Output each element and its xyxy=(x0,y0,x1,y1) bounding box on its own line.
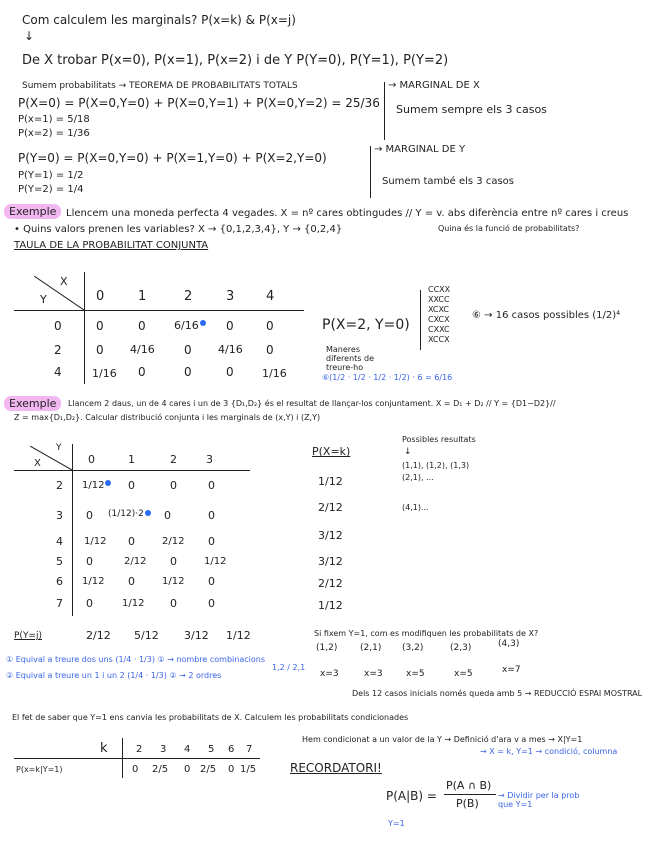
t1-r1-c2: 0 xyxy=(184,343,192,357)
cond-k-2: 4 xyxy=(184,744,191,755)
t1-r2-c4: 1/16 xyxy=(262,367,287,380)
t2-r0-c1: 0 xyxy=(128,479,135,492)
way-3: CXCX xyxy=(428,315,450,324)
t2-r4-c1: 0 xyxy=(128,575,135,588)
note-1: ① Equival a treure dos uns (1/4 · 1/3) ① → nombre combinacions xyxy=(6,655,265,664)
blue-dot-1 xyxy=(105,480,111,486)
t1-col-2: 2 xyxy=(184,289,193,304)
t2-row1-x: 3 xyxy=(56,509,63,522)
ways-note: Maneres diferents de treure-ho xyxy=(326,345,374,372)
t1-r0-c0: 0 xyxy=(96,319,104,333)
note-2-sub: 1,2 / 2,1 xyxy=(272,663,306,672)
table2-corner-y: Y xyxy=(56,443,62,453)
t1-col-1: 1 xyxy=(138,289,147,304)
t1-r0-c4: 0 xyxy=(266,319,274,333)
py-3: 1/12 xyxy=(226,629,251,642)
possible-arrow: ↓ xyxy=(404,447,412,457)
marg-x-eq0: P(X=0) = P(X=0,Y=0) + P(X=0,Y=1) + P(X=0,Y=2) = 25/36 xyxy=(18,96,380,110)
pair-0: (1,2) xyxy=(316,643,338,653)
marg-y-note: Sumem també els 3 casos xyxy=(382,176,514,187)
px-3: 3/12 xyxy=(318,555,343,568)
example-1-text: Llencem una moneda perfecta 4 vegades. X = nº cares obtingudes // Y = v. abs diferència entre nº cares i creus xyxy=(66,208,629,219)
t2-r2-c3: 0 xyxy=(208,535,215,548)
t2-r4-c2: 1/12 xyxy=(162,576,185,587)
blue-dot-2 xyxy=(145,510,151,516)
cond-v-5: 1/5 xyxy=(240,764,257,775)
formula-num: P(A ∩ B) xyxy=(446,779,492,792)
cond-k-0: 2 xyxy=(136,744,143,755)
table1-vline xyxy=(84,272,85,384)
cond-v-3: 2/5 xyxy=(200,764,217,775)
cond-note: Hem condicionat a un valor de la Y → Definició d'ara v a mes → X|Y=1 xyxy=(302,735,583,744)
t2-row0-x: 2 xyxy=(56,479,63,492)
cond-k-4: 6 xyxy=(228,744,235,755)
t2-r2-c0: 1/12 xyxy=(84,536,107,547)
t2-r4-c3: 0 xyxy=(208,575,215,588)
px-label: P(X=k) xyxy=(312,445,351,458)
t2-r1-c0: 0 xyxy=(86,509,93,522)
formula-note: → Dividir per la prob que Y=1 xyxy=(498,791,580,809)
t2-r1-c2: 0 xyxy=(164,509,171,522)
example-1-bullet: • Quins valors prenen les variables? X → {0,1,2,3,4}, Y → {0,2,4} xyxy=(14,224,343,235)
t2-r0-c2: 0 xyxy=(170,479,177,492)
t2-r5-c3: 0 xyxy=(208,597,215,610)
py-2: 3/12 xyxy=(184,629,209,642)
formula-left: P(A|B) = xyxy=(386,789,437,803)
t1-r1-c4: 0 xyxy=(266,343,274,357)
example-tag-1: Exemple xyxy=(4,204,61,219)
t1-r1-c1: 4/16 xyxy=(130,343,155,356)
possible-label: Possibles resultats xyxy=(402,435,476,444)
table1-hline xyxy=(14,310,304,311)
t1-r2-c3: 0 xyxy=(226,365,234,379)
possible-res1: (1,1), (1,2), (1,3) xyxy=(402,461,470,470)
t2-r4-c0: 1/12 xyxy=(82,576,105,587)
px-1: 2/12 xyxy=(318,501,343,514)
marg-y-label: → MARGINAL DE Y xyxy=(374,144,466,155)
t1-row2-y: 4 xyxy=(54,365,62,379)
recordatori: RECORDATORI! xyxy=(290,761,382,775)
t2-r3-c3: 1/12 xyxy=(204,556,227,567)
px-0: 1/12 xyxy=(318,475,343,488)
table2-hline xyxy=(14,470,250,471)
possible-res3: (4,1)... xyxy=(402,503,429,512)
t2-r5-c0: 0 xyxy=(86,597,93,610)
cond-note-2: → X = k, Y=1 → condició, columna xyxy=(480,747,618,756)
table1-corner-y: Y xyxy=(40,293,47,306)
marg-y-eq1: P(Y=1) = 1/2 xyxy=(18,170,84,181)
t2-col-3: 3 xyxy=(206,453,213,466)
t2-col-2: 2 xyxy=(170,453,177,466)
cond-k-3: 5 xyxy=(208,744,215,755)
t1-row0-y: 0 xyxy=(54,319,62,333)
px-4: 2/12 xyxy=(318,577,343,590)
t2-r0-c0: 1/12 xyxy=(82,480,105,491)
py-label: P(Y=j) xyxy=(14,631,42,641)
cond-v-1: 2/5 xyxy=(152,764,169,775)
t1-r2-c0: 1/16 xyxy=(92,367,117,380)
xs-0: x=3 xyxy=(320,669,339,679)
t1-col-4: 4 xyxy=(266,289,275,304)
brace-y xyxy=(370,146,371,198)
way-1: XXCC xyxy=(428,295,450,304)
ex1-formula: P(X=2, Y=0) xyxy=(322,317,410,333)
t2-col-1: 1 xyxy=(128,453,135,466)
py-0: 2/12 xyxy=(86,629,111,642)
px-2: 3/12 xyxy=(318,529,343,542)
t1-row1-y: 2 xyxy=(54,343,62,357)
cond-v-2: 0 xyxy=(184,764,191,775)
sum-intro: Sumem probabilitats → TEOREMA DE PROBABILITATS TOTALS xyxy=(22,81,298,91)
t2-row3-x: 5 xyxy=(56,555,63,568)
table1-corner-x: X xyxy=(60,275,68,288)
possible-res2: (2,1), ... xyxy=(402,473,434,482)
t2-r5-c2: 0 xyxy=(170,597,177,610)
cond-k-label: k xyxy=(100,741,108,756)
way-4: CXXC xyxy=(428,325,450,334)
pair-2: (3,2) xyxy=(402,643,424,653)
arrow-down: ↓ xyxy=(24,29,35,43)
cond-hline xyxy=(14,758,260,759)
px-5: 1/12 xyxy=(318,599,343,612)
t1-r0-c3: 0 xyxy=(226,319,234,333)
q-y1: Si fixem Y=1, com es modifiquen les probabilitats de X? xyxy=(314,629,539,638)
cond-v-4: 0 xyxy=(228,764,235,775)
t2-r2-c2: 2/12 xyxy=(162,536,185,547)
ex1-cases: ⑥ → 16 casos possibles (1/2)⁴ xyxy=(472,310,621,321)
marg-y-eq0: P(Y=0) = P(X=0,Y=0) + P(X=1,Y=0) + P(X=2,Y=0) xyxy=(18,151,327,165)
way-2: XCXC xyxy=(428,305,449,314)
t1-r2-c1: 0 xyxy=(138,365,146,379)
xs-2: x=5 xyxy=(406,669,425,679)
cond-v-0: 0 xyxy=(132,764,139,775)
de-x-line: De X trobar P(x=0), P(x=1), P(x=2) i de Y P(Y=0), P(Y=1), P(Y=2) xyxy=(22,53,449,68)
example-2-text: Llancem 2 daus, un de 4 cares i un de 3 {D₁,D₂} és el resultat de llançar-los conjuntament. X = D₁ + D₂ // Y = {D1−D2}// xyxy=(68,399,556,408)
way-5: XCCX xyxy=(428,335,450,344)
cond-k-1: 3 xyxy=(160,744,167,755)
xs-3: x=5 xyxy=(454,669,473,679)
marg-x-eq1: P(x=1) = 5/18 xyxy=(18,114,90,125)
t1-r0-c1: 0 xyxy=(138,319,146,333)
marg-x-note: Sumem sempre els 3 casos xyxy=(396,103,547,116)
way-0: CCXX xyxy=(428,285,451,294)
pair-4: (4,3) xyxy=(498,639,520,649)
t2-r3-c1: 2/12 xyxy=(124,556,147,567)
xs-1: x=3 xyxy=(364,669,383,679)
reduction-note: Dels 12 casos inicials només queda amb 5 → REDUCCIÓ ESPAI MOSTRAL xyxy=(352,689,643,698)
t2-r1-c3: 0 xyxy=(208,509,215,522)
ex1-calc: ⑥(1/2 · 1/2 · 1/2 · 1/2) · 6 = 6/16 xyxy=(322,373,453,382)
t2-r3-c2: 0 xyxy=(170,555,177,568)
cond-row-label: P(x=k|Y=1) xyxy=(16,765,63,774)
t2-r1-c1: (1/12)·2 xyxy=(108,509,144,519)
blue-dot-marker xyxy=(200,320,206,326)
pair-1: (2,1) xyxy=(360,643,382,653)
t1-r2-c2: 0 xyxy=(184,365,192,379)
marg-x-label: → MARGINAL DE X xyxy=(388,80,480,91)
t1-col-0: 0 xyxy=(96,289,105,304)
py-1: 5/12 xyxy=(134,629,159,642)
t1-r1-c3: 4/16 xyxy=(218,343,243,356)
ways-brace xyxy=(420,290,421,350)
table-title: TAULA DE LA PROBABILITAT CONJUNTA xyxy=(14,240,209,251)
formula-den: P(B) xyxy=(456,797,479,810)
t2-r3-c0: 0 xyxy=(86,555,93,568)
t2-r5-c1: 1/12 xyxy=(122,598,145,609)
pair-3: (2,3) xyxy=(450,643,472,653)
marg-y-eq2: P(Y=2) = 1/4 xyxy=(18,184,84,195)
xs-4: x=7 xyxy=(502,665,521,675)
note-2: ② Equival a treure un 1 i un 2 (1/4 · 1/3) ② → 2 ordres xyxy=(6,671,222,680)
formula-y1: Y=1 xyxy=(388,819,405,828)
t2-row5-x: 7 xyxy=(56,597,63,610)
cond-k-5: 7 xyxy=(246,744,253,755)
t1-col-3: 3 xyxy=(226,289,235,304)
t2-r0-c3: 0 xyxy=(208,479,215,492)
t2-r2-c1: 0 xyxy=(128,535,135,548)
table2-corner-x: X xyxy=(34,458,41,469)
fact-note: El fet de saber que Y=1 ens canvia les probabilitats de X. Calculem les probabilitats condicionades xyxy=(12,713,409,722)
brace-x xyxy=(384,82,385,140)
question-marginals: Com calculem les marginals? P(x=k) & P(x=j) xyxy=(22,13,296,27)
t2-col-0: 0 xyxy=(88,453,95,466)
t2-row4-x: 6 xyxy=(56,575,63,588)
formula-bar xyxy=(444,794,496,795)
example-1-side: Quina és la funció de probabilitats? xyxy=(438,224,580,233)
t1-r0-c2: 6/16 xyxy=(174,319,199,332)
example-tag-2: Exemple xyxy=(4,396,61,411)
marg-x-eq2: P(x=2) = 1/36 xyxy=(18,128,90,139)
example-2-text2: Z = max{D₁,D₂}. Calcular distribució conjunta i les marginals de (x,Y) i (Z,Y) xyxy=(14,413,321,422)
t1-r1-c0: 0 xyxy=(96,343,104,357)
t2-row2-x: 4 xyxy=(56,535,63,548)
